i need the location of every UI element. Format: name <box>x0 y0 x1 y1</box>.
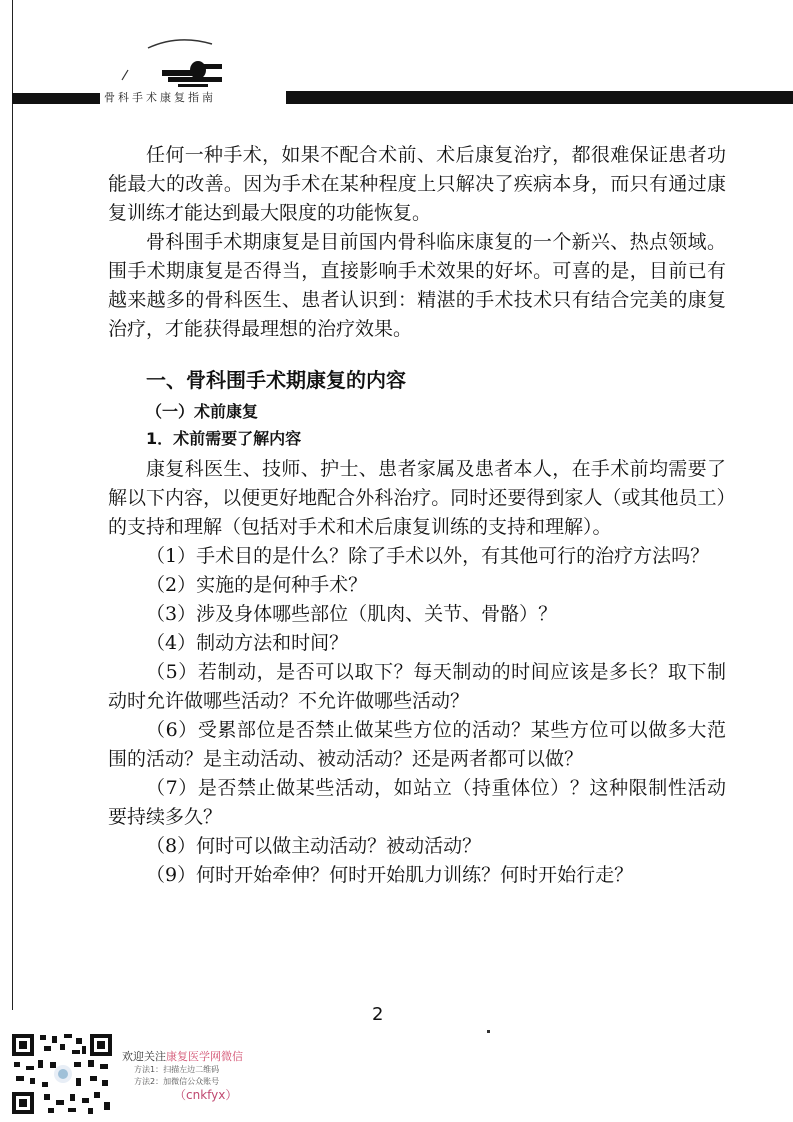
question-3: （3）涉及身体哪些部位（肌肉、关节、骨骼）？ <box>146 603 558 625</box>
section-heading: 一、骨科围手术期康复的内容 <box>146 368 406 392</box>
header-rule-left <box>12 93 100 104</box>
page-content <box>108 141 726 890</box>
question-8: （8）何时可以做主动活动？被动活动？ <box>146 835 482 857</box>
page-number: 2 <box>372 1004 384 1025</box>
promo-method-1: 方法1：扫描左边二维码 <box>134 1065 220 1074</box>
promo-account-id: （cnkfyx） <box>174 1088 238 1102</box>
print-speck <box>487 1030 490 1033</box>
question-6: （6）受累部位是否禁止做某些方位的活动？某些方位可以做多大范围的活动？是主动活动、被动活动？还是两者都可以做？ <box>108 719 726 770</box>
subsection-heading: （一）术前康复 <box>146 402 259 421</box>
question-7: （7）是否禁止做某些活动，如站立（持重体位）？这种限制性活动要持续多久？ <box>108 777 726 828</box>
promo-method-2: 方法2：加微信公众账号 <box>134 1077 220 1086</box>
intro-paragraph-1: 任何一种手术，如果不配合术前、术后康复治疗，都很难保证患者功能最大的改善。因为手术在某种程度上只解决了疾病本身，而只有通过康复训练才能达到最大限度的功能恢复。 <box>108 144 726 224</box>
needs-paragraph: 康复科医生、技师、护士、患者家属及患者本人，在手术前均需要了解以下内容，以便更好地配合外科治疗。同时还要得到家人（或其他员工）的支持和理解（包括对手术和术后康复训练的支持和理解）。 <box>108 458 726 538</box>
page-margin-rule <box>12 0 13 1010</box>
publisher-logo-icon <box>108 30 238 92</box>
question-9: （9）何时开始牵伸？何时开始肌力训练？何时开始行走？ <box>146 864 634 886</box>
intro-paragraph-2: 骨科围手术期康复是目前国内骨科临床康复的一个新兴、热点领域。围手术期康复是否得当，直接影响手术效果的好坏。可喜的是，目前已有越来越多的骨科医生、患者认识到：精湛的手术技术只有结合完美的康复治疗，才能获得最理想的治疗效果。 <box>108 231 726 340</box>
promo-title: 欢迎关注康复医学网微信 <box>122 1050 243 1063</box>
question-2: （2）实施的是何种手术？ <box>146 574 368 596</box>
question-1: （1）手术目的是什么？除了手术以外，有其他可行的治疗方法吗？ <box>146 545 710 567</box>
qr-code-icon[interactable] <box>10 1032 114 1116</box>
wechat-promo <box>122 1050 243 1103</box>
item-heading: 1．术前需要了解内容 <box>146 429 302 448</box>
header-rule-right <box>286 91 793 104</box>
running-header-title: 骨科手术康复指南 <box>104 91 216 104</box>
question-4: （4）制动方法和时间？ <box>146 632 349 654</box>
question-5: （5）若制动，是否可以取下？每天制动的时间应该是多长？取下制动时允许做哪些活动？不允许做哪些活动？ <box>108 661 726 712</box>
